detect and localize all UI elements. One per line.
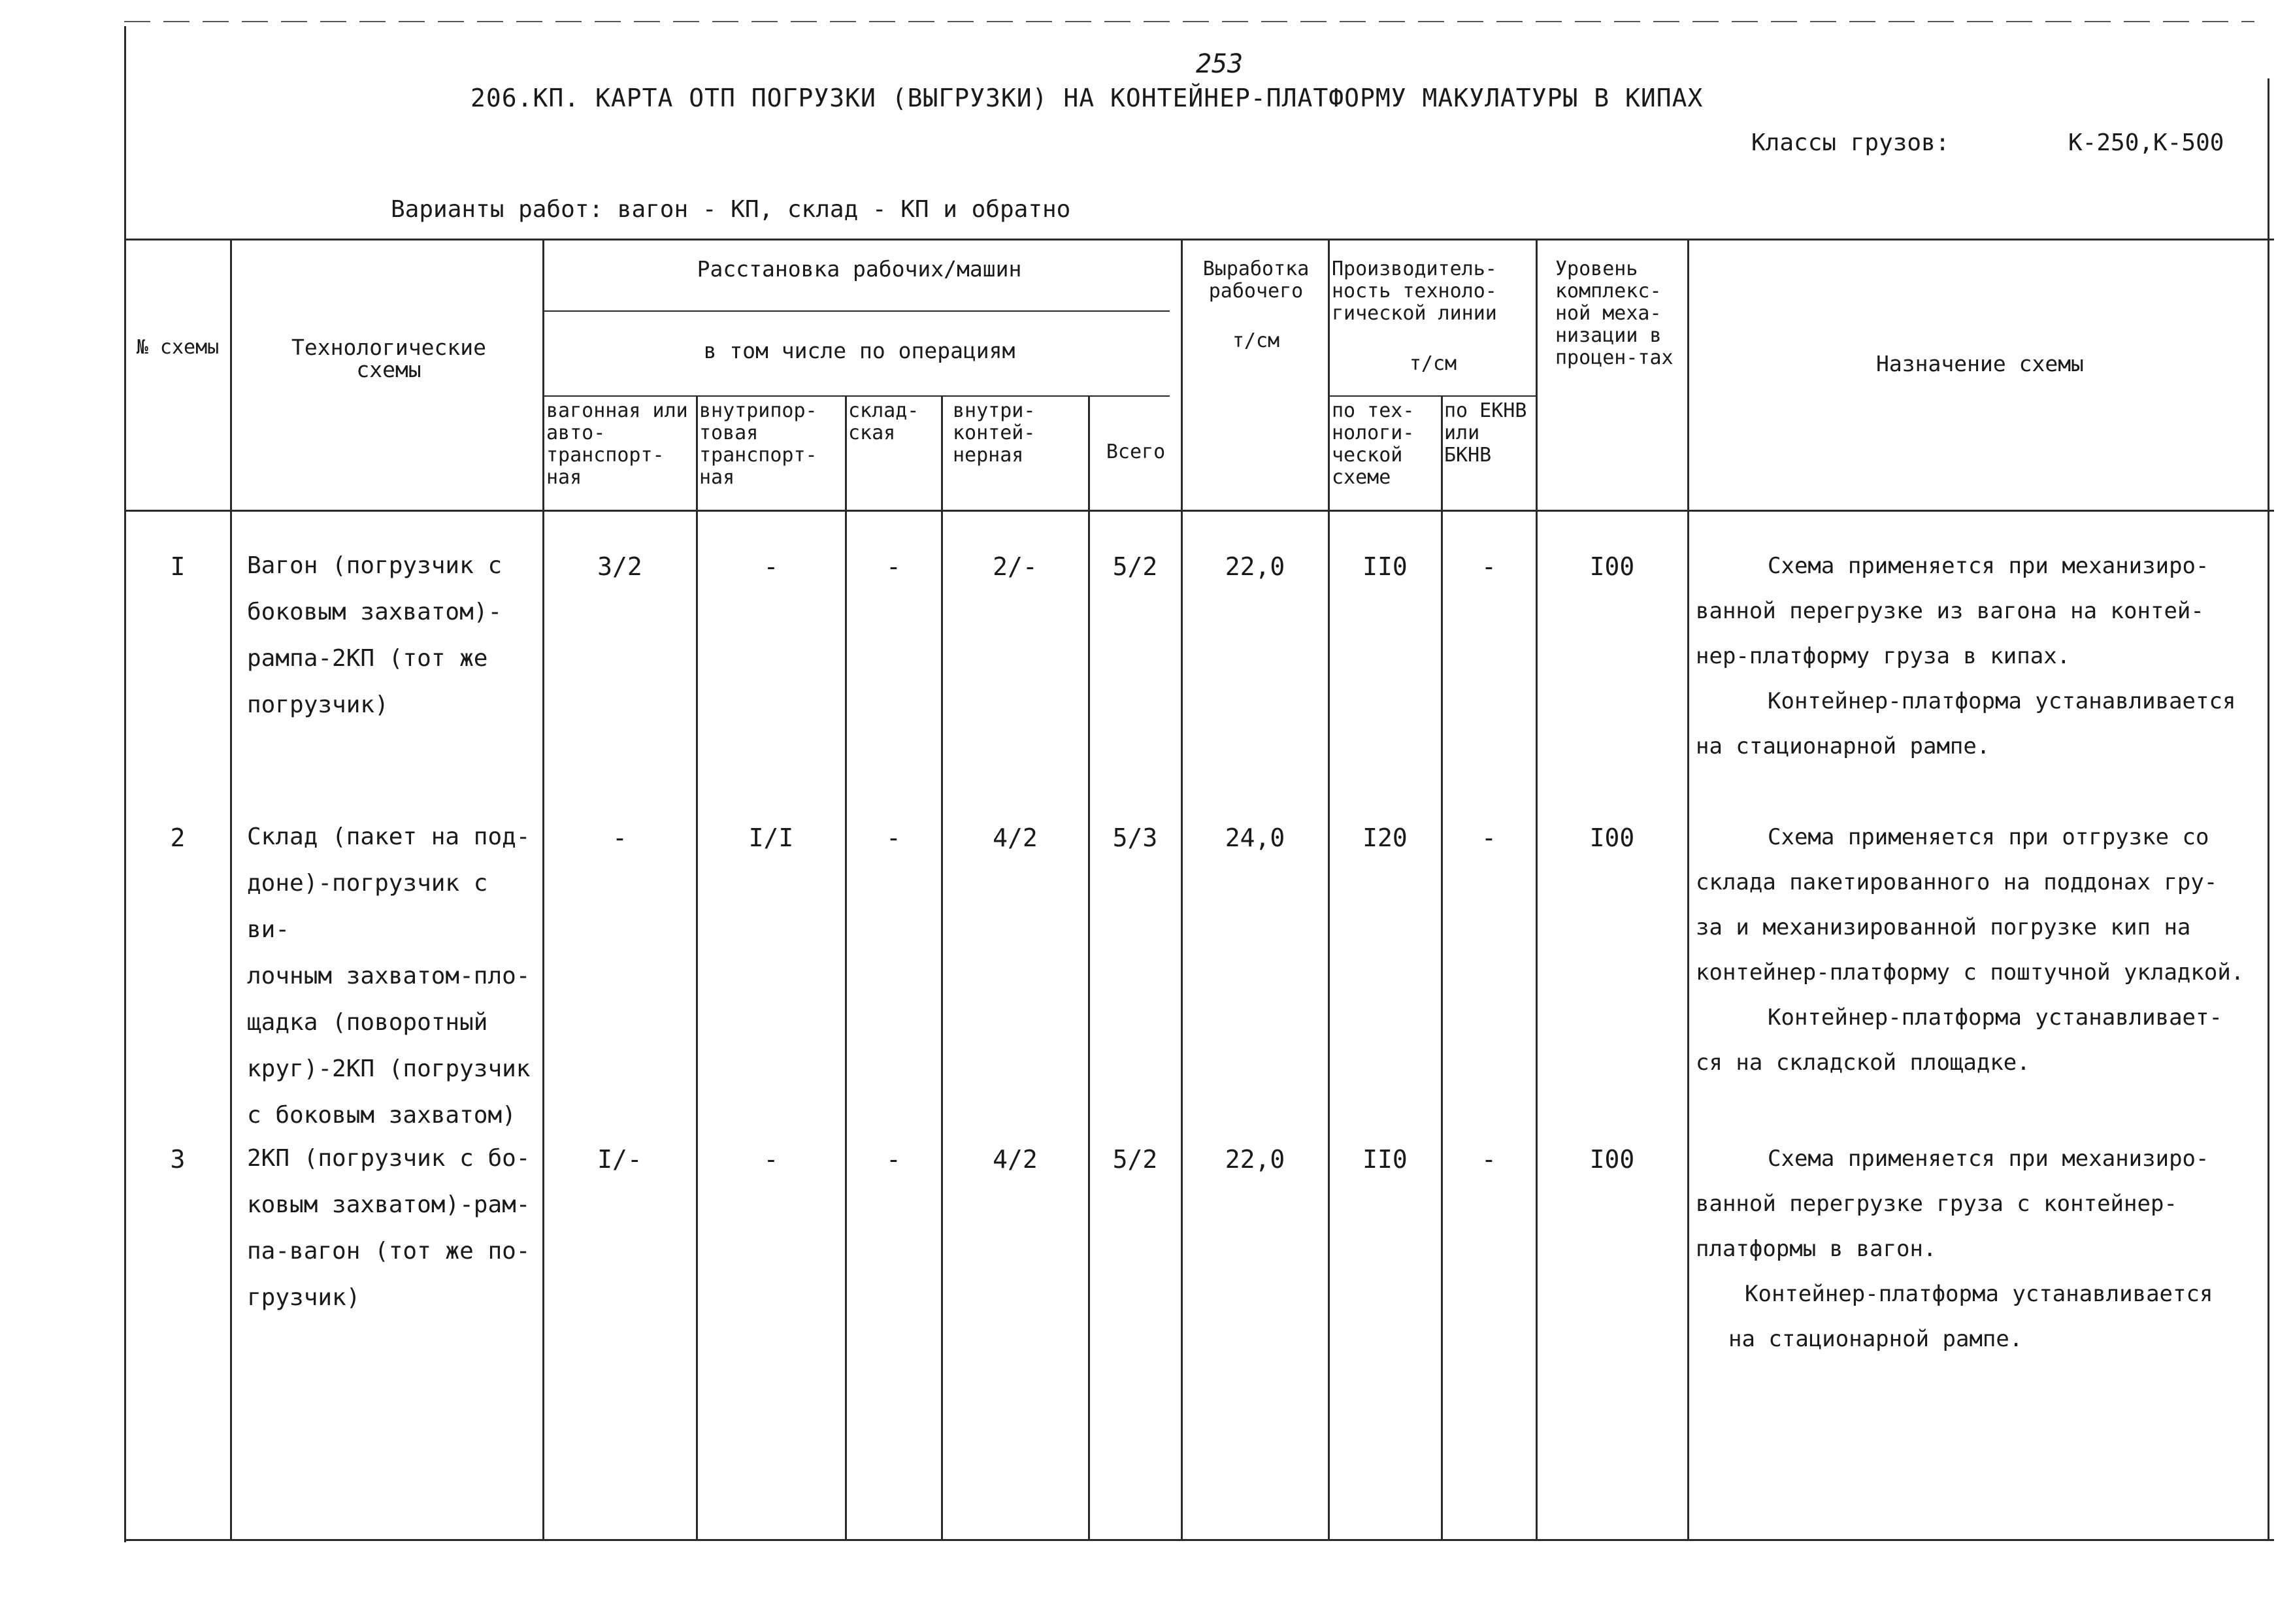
row-scheme: 2КП (погрузчик с бо- ковым захватом)-рам- па-вагон (тот же по- грузчик)	[247, 1145, 531, 1311]
purpose-line: на стационарной рампе.	[1696, 733, 1990, 759]
purpose-line: на стационарной рампе.	[1728, 1326, 2023, 1352]
header-by-operations: в том числе по операциям	[703, 338, 1015, 363]
row-warehouse: -	[886, 1145, 901, 1174]
row-prod-eknv: -	[1481, 823, 1496, 852]
row-prod-scheme: I20	[1362, 823, 1408, 852]
row-mechanization: I00	[1589, 552, 1635, 581]
header-output-unit: т/см	[1232, 329, 1280, 352]
header-op-intracontainer: внутри-контей-нерная	[953, 399, 1036, 467]
row-purpose	[1696, 815, 2264, 1085]
row-prod-eknv: -	[1481, 1145, 1496, 1174]
purpose-line: ся на складской площадке.	[1696, 1050, 2030, 1076]
purpose-line: ванной перегрузке из вагона на контей-	[1696, 598, 2204, 624]
purpose-line: Схема применяется при механизиро-	[1768, 553, 2209, 579]
header-productivity-unit: т/см	[1409, 352, 1457, 375]
row-mechanization: I00	[1589, 823, 1635, 852]
row-output: 24,0	[1225, 823, 1285, 852]
header-mechanization: Уровень комплекс-ной меха-низации в процен-тах	[1555, 257, 1674, 369]
header-prod-by-scheme: по тех-нологи-ческой схеме	[1332, 399, 1415, 489]
document-title: 206.КП. КАРТА ОТП ПОГРУЗКИ (ВЫГРУЗКИ) НА КОНТЕЙНЕР-ПЛАТФОРМУ МАКУЛАТУРЫ В КИПАХ	[470, 84, 1704, 112]
cargo-classes-label: Классы грузов:	[1751, 129, 1950, 156]
row-scheme: Склад (пакет на под- доне)-погрузчик с ви- лочным захватом-пло- щадка (поворотный круг)-2КП (погрузчик с боковым захватом)	[247, 823, 531, 1129]
purpose-line: за и механизированной погрузке кип на	[1696, 914, 2191, 940]
row-intracontainer: 4/2	[993, 823, 1038, 852]
purpose-line: Схема применяется при механизиро-	[1768, 1146, 2209, 1172]
header-op-total: Всего	[1106, 440, 1166, 463]
header-placement: Расстановка рабочих/машин	[697, 256, 1022, 282]
row-intraport: -	[763, 552, 779, 581]
row-purpose	[1696, 1136, 2264, 1362]
row-prod-scheme: II0	[1362, 1145, 1408, 1174]
row-total: 5/2	[1112, 552, 1158, 581]
row-warehouse: -	[886, 552, 901, 581]
row-wagon: I/-	[597, 1145, 642, 1174]
header-op-intraport: внутрипор-товая транспорт-ная	[699, 399, 817, 489]
top-border	[124, 21, 2254, 22]
purpose-line: нер-платформу груза в кипах.	[1696, 643, 2071, 669]
header-purpose: Назначение схемы	[1876, 351, 2084, 376]
purpose-line: Контейнер-платформа устанавливает-	[1768, 1004, 2222, 1031]
work-variants: Варианты работ: вагон - КП, склад - КП и обратно	[391, 196, 1071, 223]
row-purpose	[1696, 544, 2264, 769]
row-mechanization: I00	[1589, 1145, 1635, 1174]
page-number: 253	[1196, 49, 1244, 79]
row-intracontainer: 4/2	[993, 1145, 1038, 1174]
row-prod-scheme: II0	[1362, 552, 1408, 581]
purpose-line: Контейнер-платформа устанавливается	[1768, 688, 2236, 714]
purpose-line: Контейнер-платформа устанавливается	[1745, 1281, 2213, 1307]
row-no: 2	[170, 823, 186, 852]
row-warehouse: -	[886, 823, 901, 852]
purpose-line: ванной перегрузке груза с контейнер-	[1696, 1191, 2177, 1217]
row-no: 3	[170, 1145, 186, 1174]
purpose-line: Схема применяется при отгрузке со	[1768, 824, 2209, 850]
row-intraport: I/I	[748, 823, 794, 852]
row-output: 22,0	[1225, 552, 1285, 581]
header-scheme-no: № схемы	[136, 336, 220, 359]
row-no: I	[170, 552, 186, 581]
row-prod-eknv: -	[1481, 552, 1496, 581]
row-intraport: -	[763, 1145, 779, 1174]
row-total: 5/2	[1112, 1145, 1158, 1174]
purpose-line: платформы в вагон.	[1696, 1236, 1937, 1262]
row-output: 22,0	[1225, 1145, 1285, 1174]
row-total: 5/3	[1112, 823, 1158, 852]
header-op-warehouse: склад-ская	[848, 399, 919, 444]
cargo-classes-value: К-250,К-500	[2068, 129, 2224, 156]
header-tech-schemes: Технологические схемы	[291, 335, 486, 382]
header-prod-by-eknv: по ЕКНВ или БКНВ	[1444, 399, 1527, 467]
header-productivity: Производитель-ность техноло-гической линии	[1332, 257, 1497, 325]
purpose-line: контейнер-платформу с поштучной укладкой.	[1696, 959, 2245, 986]
header-output: Выработка рабочего	[1202, 257, 1310, 303]
row-wagon: 3/2	[597, 552, 642, 581]
row-scheme: Вагон (погрузчик с боковым захватом)- рампа-2КП (тот же погрузчик)	[247, 552, 503, 718]
purpose-line: склада пакетированного на поддонах гру-	[1696, 869, 2218, 895]
row-intracontainer: 2/-	[993, 552, 1038, 581]
row-wagon: -	[612, 823, 627, 852]
header-op-wagon: вагонная или авто-транспорт-ная	[546, 399, 688, 489]
